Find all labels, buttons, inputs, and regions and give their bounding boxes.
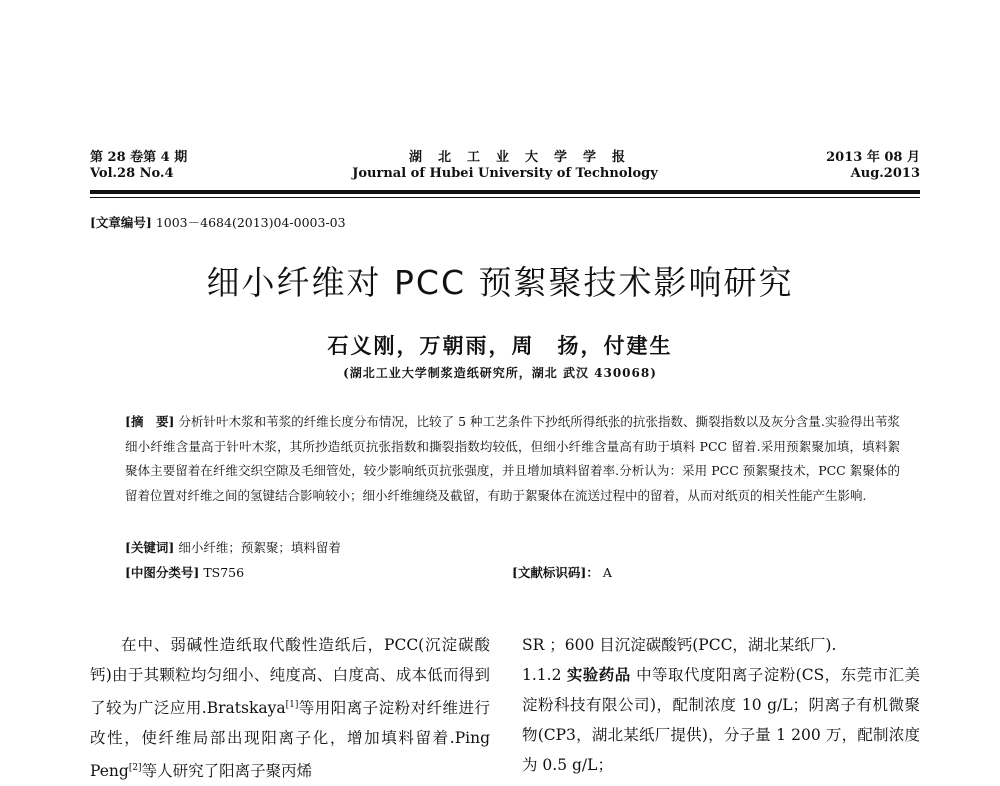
header-rule-thick	[90, 190, 920, 194]
keywords-text: 细小纤维；预絮聚；填料留着	[178, 540, 341, 555]
classification-label: [中图分类号]	[125, 565, 200, 580]
intro-paragraph	[90, 630, 490, 786]
issue-date-cn: 2013 年 08 月	[826, 150, 920, 165]
section-title: 实验药品	[566, 665, 631, 684]
body-left-column	[90, 630, 490, 786]
reagents-text: 中等取代度阳离子淀粉(CS，东莞市汇美淀粉科技有限公司)，配制浓度 10 g/L；阴离子有机微聚物(CP3，湖北某纸厂提供)，分子量 1 200 万，配制浓度为 0.5 g/L；	[522, 666, 920, 774]
section-number: 1.1.2	[522, 666, 562, 684]
paper-title: 细小纤维对 PCC 预絮聚技术影响研究	[206, 263, 794, 302]
article-number	[90, 213, 346, 231]
reagents-paragraph	[522, 660, 920, 780]
journal-name-en: Journal of Hubei University of Technology	[352, 166, 658, 181]
volume-issue-cn: 第 28 卷第 4 期	[90, 150, 188, 165]
affiliation: (湖北工业大学制浆造纸研究所，湖北 武汉 430068)	[343, 366, 657, 380]
classification	[125, 563, 244, 581]
article-number-value: 1003－4684(2013)04-0003-03	[155, 215, 346, 230]
article-number-label: [文章编号]	[90, 215, 152, 230]
intro-text-1: 在中、弱碱性造纸取代酸性造纸后，PCC(沉淀碳酸钙)由于其颗粒均匀细小、纯度高、白度高、成本低而得到了较为广泛应用.Bratskaya	[90, 636, 490, 718]
header-rule-thin	[90, 197, 920, 198]
keywords	[125, 538, 341, 556]
volume-issue-en: Vol.28 No.4	[90, 166, 174, 181]
reference-2: [2]	[128, 763, 142, 774]
document-code-value: A	[602, 565, 612, 580]
intro-text-3: 等人研究了阳离子聚丙烯	[141, 762, 313, 781]
intro-text-2: 等用阳离子淀粉对纤维进行改性，使纤维局部出现阳离子化，增加填料留着.Ping Peng	[90, 699, 490, 781]
abstract	[125, 410, 900, 508]
abstract-text: 分析针叶木浆和苇浆的纤维长度分布情况，比较了 5 种工艺条件下抄纸所得纸张的抗张指数、撕裂指数以及灰分含量.实验得出苇浆细小纤维含量高于针叶木浆，其所抄造纸页抗张指数和撕裂指数均较低，但细小纤维含量高有助于填料 PCC 留着.采用预絮聚加填，填料絮聚体主要留着在纤维交织空隙及毛细管处，较少影响纸页抗张强度，并且增加填料留着率.分析认为：采用 PCC 预絮聚技术，PCC 絮聚体的留着位置对纤维之间的氢键结合影响较小；细小纤维缠绕及截留，有助于絮聚体在流送过程中的留着，从而对纸页的相关性能产生影响.	[125, 414, 900, 503]
document-code	[512, 563, 612, 581]
issue-date-en: Aug.2013	[850, 166, 920, 181]
keywords-label: [关键词]	[125, 540, 175, 555]
reference-1: [1]	[285, 700, 299, 710]
document-code-label: [文献标识码]：	[512, 565, 599, 580]
abstract-label: [摘 要]	[125, 414, 175, 429]
author-list: 石义刚，万朝雨，周 扬，付建生	[327, 333, 673, 358]
body-right-column	[522, 630, 920, 780]
materials-line: SR ；600 目沉淀碳酸钙(PCC，湖北某纸厂).	[522, 636, 837, 654]
journal-name-cn: 湖北工业大学学报	[408, 150, 641, 165]
classification-value: TS756	[203, 565, 245, 580]
